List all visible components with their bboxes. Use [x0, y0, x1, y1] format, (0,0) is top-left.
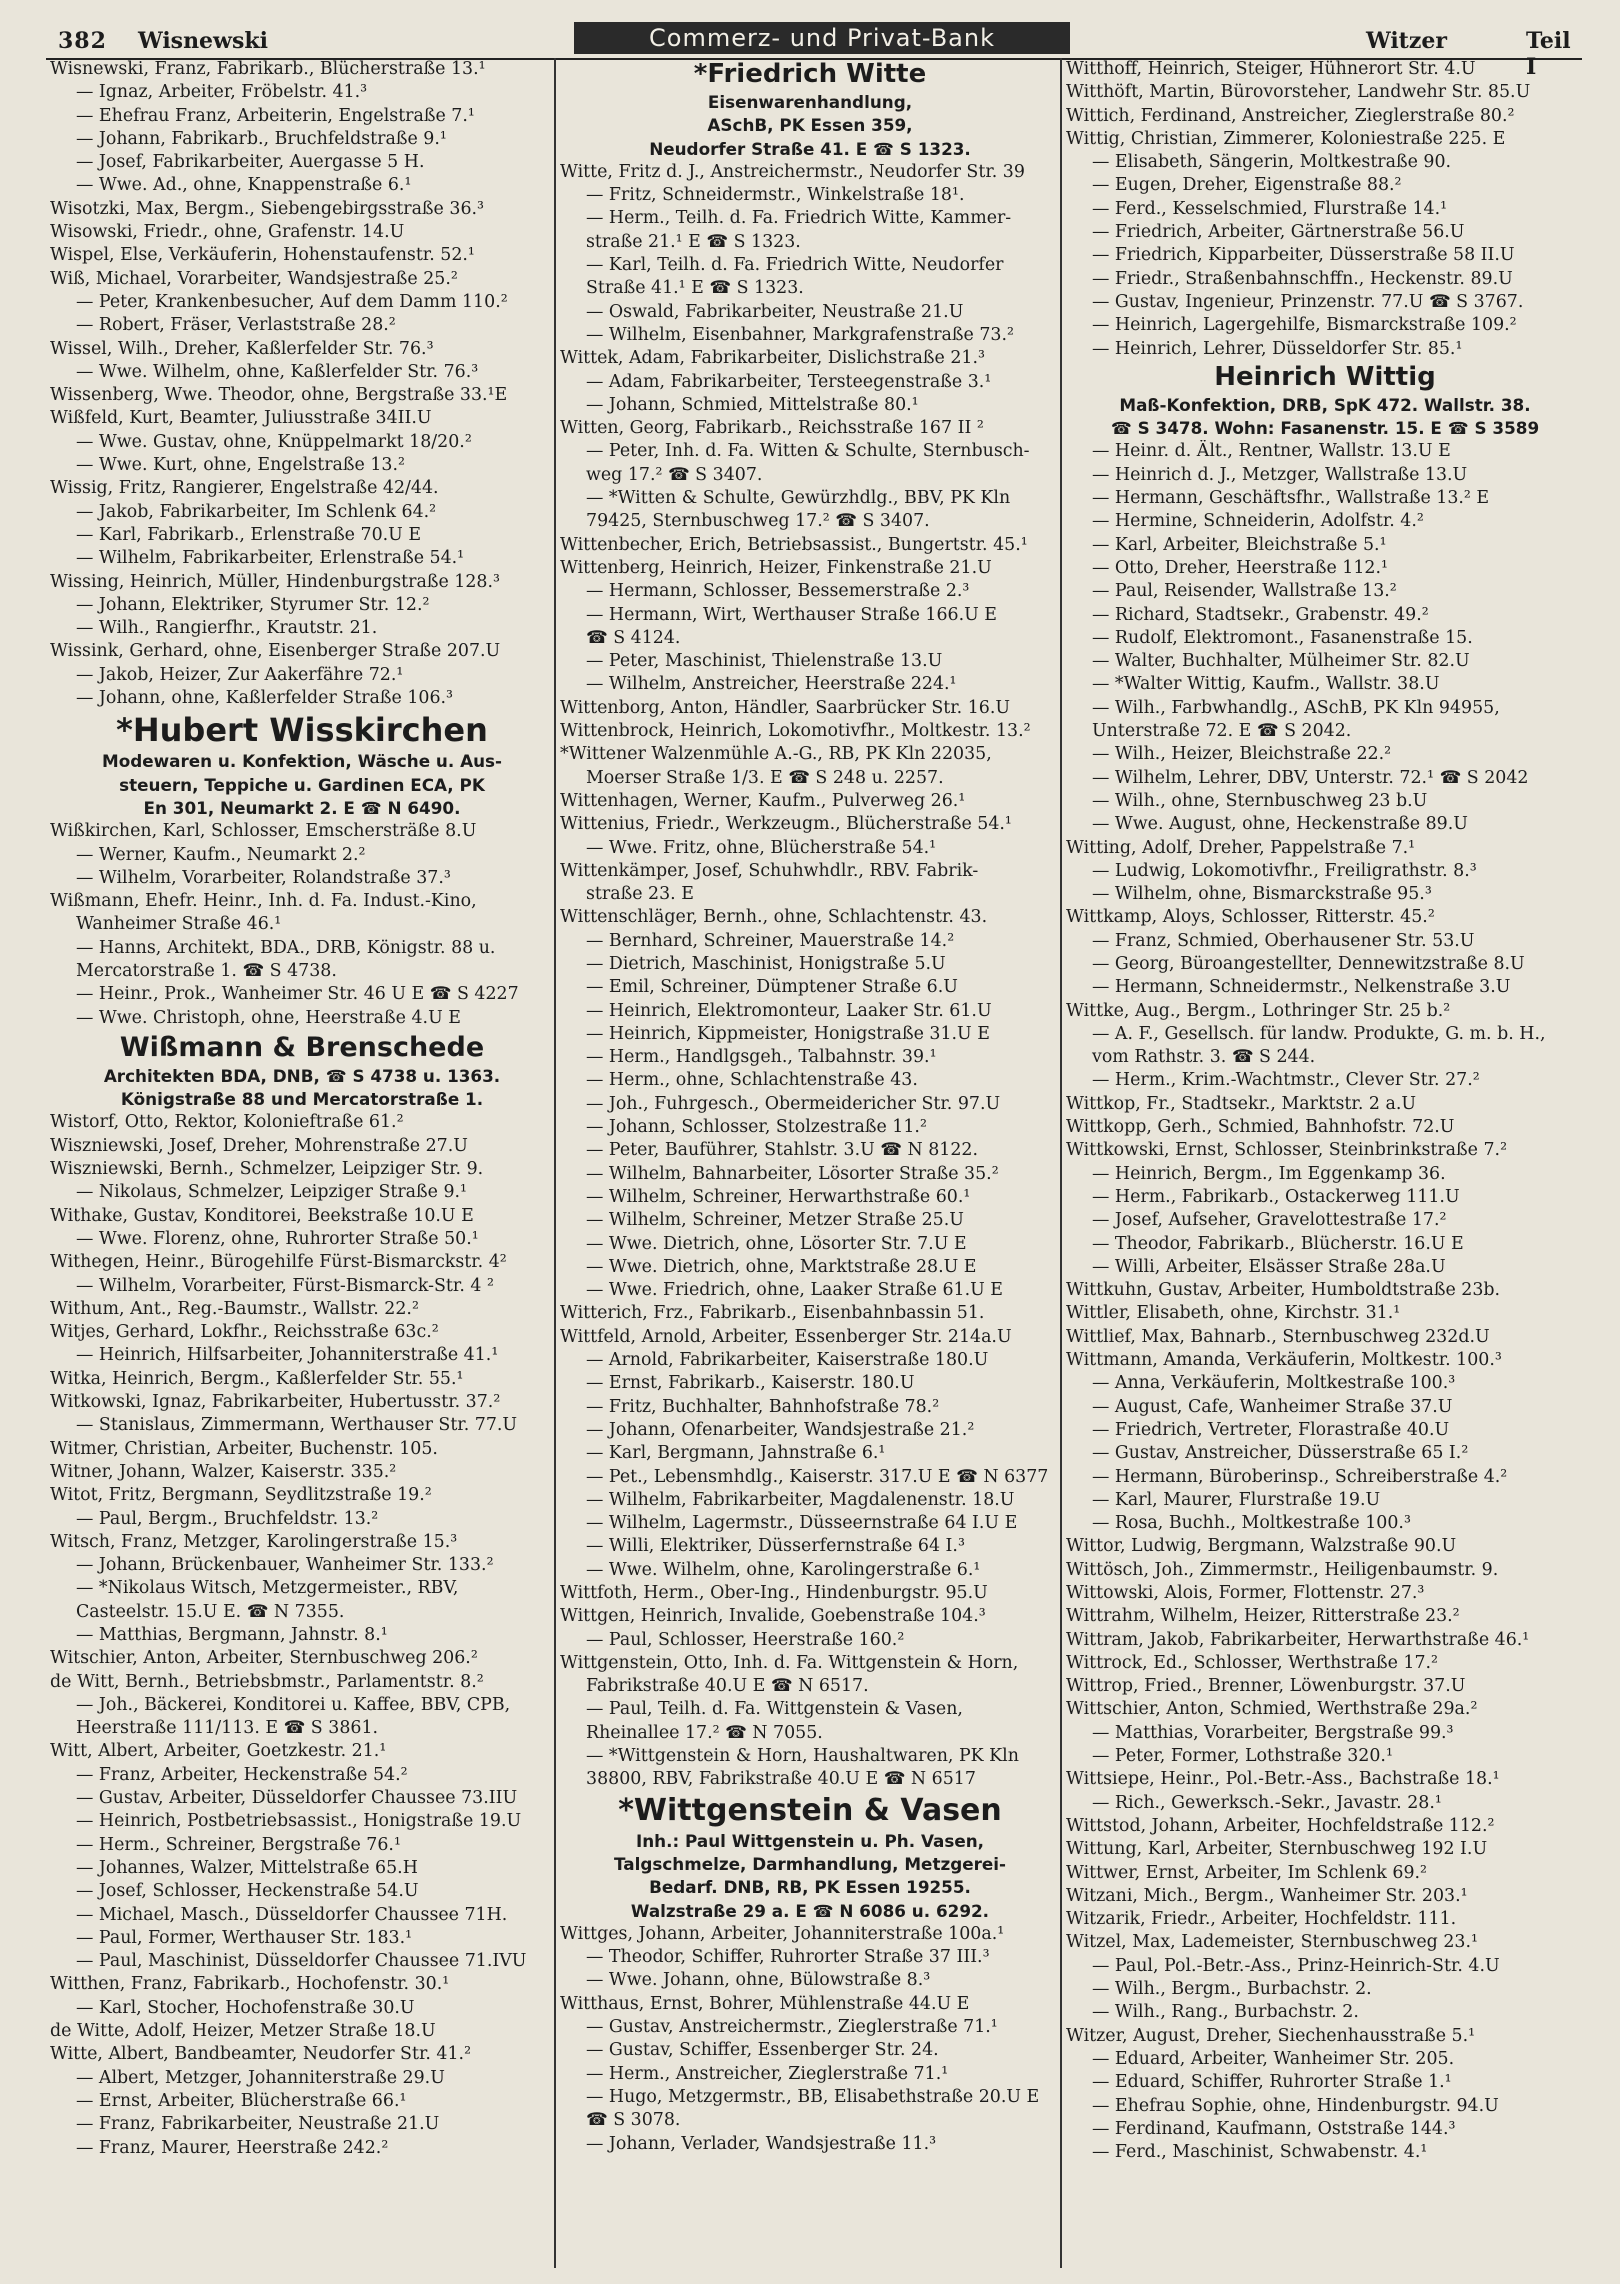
directory-subentry: — Arnold, Fabrikarbeiter, Kaiserstraße 180.U: [586, 1350, 989, 1371]
directory-entry: Wiszniewski, Josef, Dreher, Mohrenstraße 27.U: [50, 1135, 468, 1156]
directory-entry: Wittrahm, Wilhelm, Heizer, Ritterstraße 23.²: [1066, 1606, 1460, 1627]
advert-heading: *Wittgenstein & Vasen: [618, 1792, 1002, 1828]
column-1: [50, 58, 554, 2268]
directory-entry: Wiß, Michael, Vorarbeiter, Wandsjestraße 25.²: [50, 268, 458, 289]
directory-subentry: — Josef, Fabrikarbeiter, Auergasse 5 H.: [76, 152, 425, 173]
directory-subentry: — Ferdinand, Kaufmann, Oststraße 144.³: [1092, 2118, 1456, 2139]
advert-line: Neudorfer Straße 41. E ☎ S 1323.: [649, 138, 971, 159]
directory-subentry: — Bernhard, Schreiner, Mauerstraße 14.²: [586, 930, 955, 951]
directory-subentry: 79425, Sternbuschweg 17.² ☎ S 3407.: [586, 511, 930, 532]
directory-entry: Wittwer, Ernst, Arbeiter, Im Schlenk 69.²: [1066, 1862, 1428, 1883]
advert-line: Walzstraße 29 a. E ☎ N 6086 u. 6292.: [630, 1900, 990, 1921]
directory-subentry: — Wilh., Heizer, Bleichstraße 22.²: [1092, 744, 1392, 765]
directory-subentry: — Josef, Schlosser, Heckenstraße 54.U: [76, 1881, 419, 1902]
directory-subentry: — Ignaz, Arbeiter, Fröbelstr. 41.³: [76, 82, 368, 103]
directory-subentry: — Peter, Inh. d. Fa. Witten & Schulte, Sternbusch-: [586, 441, 1030, 462]
directory-entry: Wittstod, Johann, Arbeiter, Hochfeldstraße 112.²: [1066, 1815, 1495, 1836]
column-divider: [554, 58, 556, 2268]
directory-subentry: — Herm., ohne, Schlachtenstraße 43.: [586, 1070, 918, 1091]
directory-entry: Withake, Gustav, Konditorei, Beekstraße 10.U E: [50, 1205, 474, 1226]
directory-entry: Wissenberg, Wwe. Theodor, ohne, Bergstraße 33.¹E: [50, 385, 508, 406]
advert-line: En 301, Neumarkt 2. E ☎ N 6490.: [143, 797, 461, 818]
directory-subentry: — Wilhelm, Vorarbeiter, Rolandstraße 37.³: [76, 867, 451, 888]
directory-subentry: — Hermine, Schneiderin, Adolfstr. 4.²: [1092, 511, 1424, 532]
directory-entry: Witthen, Franz, Fabrikarb., Hochofenstr. 30.¹: [50, 1974, 450, 1995]
bank-banner: Commerz- und Privat-Bank: [574, 22, 1070, 54]
directory-subentry: — Franz, Fabrikarbeiter, Neustraße 21.U: [76, 2114, 440, 2135]
directory-entry: Wittenhagen, Werner, Kaufm., Pulverweg 26.¹: [560, 790, 966, 811]
directory-entry: Wittkuhn, Gustav, Arbeiter, Humboldtstraße 23b.: [1066, 1280, 1501, 1301]
directory-entry: Wissel, Wilh., Dreher, Kaßlerfelder Str. 76.³: [50, 338, 434, 359]
directory-entry: Witt, Albert, Arbeiter, Goetzkestr. 21.¹: [50, 1741, 387, 1762]
directory-subentry: — Hermann, Schneidermstr., Nelkenstraße 3.U: [1092, 977, 1511, 998]
directory-subentry: — Wwe. Ad., ohne, Knappenstraße 6.¹: [76, 175, 412, 196]
directory-entry: Wittenius, Friedr., Werkzeugm., Blücherstraße 54.¹: [560, 814, 1012, 835]
directory-subentry: — Peter, Maschinist, Thielenstraße 13.U: [586, 651, 943, 672]
directory-entry: Wißkirchen, Karl, Schlosser, Emschersträße 8.U: [50, 821, 477, 842]
directory-subentry: — Gustav, Anstreichermstr., Zieglerstraße 71.¹: [586, 2017, 998, 2038]
directory-subentry: — Wwe. Dietrich, ohne, Lösorter Str. 7.U E: [586, 1233, 967, 1254]
left-running-head: Wisnewski: [138, 28, 268, 54]
directory-entry: Witten, Georg, Fabrikarb., Reichsstraße 167 II ²: [560, 418, 984, 439]
directory-subentry: — Herm., Krim.-Wachtmstr., Clever Str. 27.²: [1092, 1070, 1480, 1091]
directory-subentry: — Friedrich, Vertreter, Florastraße 40.U: [1092, 1419, 1450, 1440]
directory-subentry: — Willi, Arbeiter, Elsässer Straße 28a.U: [1092, 1256, 1446, 1277]
directory-entry: Witte, Albert, Bandbeamter, Neudorfer Str. 41.²: [50, 2044, 472, 2065]
directory-subentry: straße 21.¹ E ☎ S 1323.: [586, 231, 801, 252]
page-number: 382: [58, 28, 107, 54]
directory-subentry: — Hanns, Architekt, BDA., DRB, Königstr. 88 u.: [76, 937, 496, 958]
directory-subentry: — Eduard, Arbeiter, Wanheimer Str. 205.: [1092, 2048, 1455, 2069]
advert-line: Eisenwarenhandlung,: [707, 92, 913, 112]
directory-entry: Wittke, Aug., Bergm., Lothringer Str. 25 b.²: [1066, 1000, 1451, 1021]
directory-entry: Wittler, Elisabeth, ohne, Kirchstr. 31.¹: [1066, 1303, 1401, 1324]
directory-entry: Witzel, Max, Lademeister, Sternbuschweg 23.¹: [1066, 1932, 1478, 1953]
directory-subentry: — Heinrich, Lagergehilfe, Bismarckstraße 109.²: [1092, 315, 1517, 336]
directory-entry: Wittmann, Amanda, Verkäuferin, Moltkestr. 100.³: [1066, 1350, 1502, 1371]
directory-subentry: — Peter, Former, Lothstraße 320.¹: [1092, 1746, 1393, 1767]
directory-subentry: — Otto, Dreher, Heerstraße 112.¹: [1092, 557, 1388, 578]
directory-subentry: — Willi, Elektriker, Düsserfernstraße 64 I.³: [586, 1536, 965, 1557]
directory-entry: Wittgenstein, Otto, Inh. d. Fa. Wittgenstein & Horn,: [560, 1652, 1019, 1673]
directory-subentry: — Heinrich, Hilfsarbeiter, Johanniterstraße 41.¹: [76, 1345, 499, 1366]
directory-entry: Wittram, Jakob, Fabrikarbeiter, Herwarthstraße 46.¹: [1066, 1629, 1530, 1650]
directory-subentry: — Gustav, Anstreicher, Düsserstraße 65 I.²: [1092, 1443, 1469, 1464]
directory-subentry: — Heinr. d. Ält., Rentner, Wallstr. 13.U E: [1092, 441, 1451, 462]
directory-entry: Wittenberg, Heinrich, Heizer, Finkenstraße 21.U: [560, 557, 992, 578]
directory-subentry: — Wilhelm, Schreiner, Metzer Straße 25.U: [586, 1210, 964, 1231]
directory-entry: Withegen, Heinr., Bürogehilfe Fürst-Bismarckstr. 4²: [50, 1252, 507, 1273]
directory-subentry: — Ehefrau Franz, Arbeiterin, Engelstraße 7.¹: [76, 105, 475, 126]
directory-entry: Witte, Fritz d. J., Anstreichermstr., Neudorfer Str. 39: [560, 161, 1025, 182]
directory-entry: Wissing, Heinrich, Müller, Hindenburgstraße 128.³: [50, 571, 500, 592]
advert-line: Inh.: Paul Wittgenstein u. Ph. Vasen,: [635, 1830, 985, 1851]
directory-subentry: — A. F., Gesellsch. für landw. Produkte, G. m. b. H.,: [1092, 1023, 1546, 1044]
advert-heading: Heinrich Wittig: [1214, 361, 1436, 392]
directory-subentry: — Herm., Fabrikarb., Ostackerweg 111.U: [1092, 1186, 1460, 1207]
column-2: [560, 58, 1060, 2268]
directory-subentry: — Fritz, Schneidermstr., Winkelstraße 18¹.: [586, 185, 965, 206]
column-divider: [1060, 58, 1062, 2268]
directory-subentry: — Franz, Schmied, Oberhausener Str. 53.U: [1092, 930, 1475, 951]
directory-entry: Witner, Johann, Walzer, Kaiserstr. 335.²: [50, 1461, 397, 1482]
directory-subentry: — *Walter Wittig, Kaufm., Wallstr. 38.U: [1092, 674, 1440, 695]
directory-subentry: — Wilhelm, Fabrikarbeiter, Magdalenenstr. 18.U: [586, 1489, 1015, 1510]
directory-entry: Wissig, Fritz, Rangierer, Engelstraße 42/44.: [50, 478, 439, 499]
directory-subentry: — Ernst, Arbeiter, Blücherstraße 66.¹: [76, 2090, 407, 2111]
directory-entry: Wittrop, Fried., Brenner, Löwenburgstr. 37.U: [1066, 1676, 1466, 1697]
directory-subentry: — Gustav, Arbeiter, Düsseldorfer Chaussee 73.IIU: [76, 1788, 518, 1809]
directory-subentry: Casteelstr. 15.U E. ☎ N 7355.: [76, 1601, 345, 1622]
directory-entry: Witkowski, Ignaz, Fabrikarbeiter, Hubertusstr. 37.²: [50, 1392, 501, 1413]
directory-entry: Wittung, Karl, Arbeiter, Sternbuschweg 192 I.U: [1066, 1839, 1488, 1860]
directory-subentry: — Fritz, Buchhalter, Bahnhofstraße 78.²: [586, 1396, 940, 1417]
directory-subentry: Fabrikstraße 40.U E ☎ N 6517.: [586, 1676, 869, 1697]
directory-subentry: — Theodor, Schiffer, Ruhrorter Straße 37 III.³: [586, 1947, 990, 1968]
directory-entry: Witzer, August, Dreher, Siechenhausstraße 5.¹: [1066, 2025, 1476, 2046]
directory-subentry: — Matthias, Vorarbeiter, Bergstraße 99.³: [1092, 1722, 1454, 1743]
advert-line: ASchB, PK Essen 359,: [707, 115, 913, 136]
directory-subentry: — Georg, Büroangestellter, Dennewitzstraße 8.U: [1092, 953, 1525, 974]
directory-subentry: — Joh., Bäckerei, Konditorei u. Kaffee, BBV, CPB,: [76, 1694, 511, 1715]
directory-subentry: — Gustav, Ingenieur, Prinzenstr. 77.U ☎ S 3767.: [1092, 291, 1524, 312]
directory-subentry: — Heinrich d. J., Metzger, Wallstraße 13.U: [1092, 464, 1468, 485]
advert-line: Königstraße 88 und Mercatorstraße 1.: [120, 1089, 484, 1110]
directory-subentry: — Karl, Stocher, Hochofenstraße 30.U: [76, 1997, 415, 2018]
directory-subentry: — Wilhelm, Schreiner, Herwarthstraße 60.¹: [586, 1186, 971, 1207]
directory-subentry: — Wwe. Wilhelm, ohne, Kaßlerfelder Str. 76.³: [76, 361, 479, 382]
directory-subentry: — Hermann, Geschäftsfhr., Wallstraße 13.² E: [1092, 488, 1490, 509]
directory-entry: Wisowski, Friedr., ohne, Grafenstr. 14.U: [50, 222, 405, 243]
directory-subentry: — *Witten & Schulte, Gewürzhdlg., BBV, PK Kln: [586, 488, 1011, 509]
directory-subentry: — Herm., Schreiner, Bergstraße 76.¹: [76, 1834, 401, 1855]
directory-subentry: — Hermann, Wirt, Werthauser Straße 166.U E: [586, 604, 997, 625]
directory-subentry: — Pet., Lebensmhdlg., Kaiserstr. 317.U E ☎ N 6377: [586, 1466, 1049, 1487]
directory-entry: Witot, Fritz, Bergmann, Seydlitzstraße 19.²: [50, 1485, 432, 1506]
directory-subentry: — Wilh., Bergm., Burbachstr. 2.: [1092, 1979, 1372, 2000]
directory-entry: Wittösch, Joh., Zimmermstr., Heiligenbaumstr. 9.: [1066, 1559, 1499, 1580]
directory-subentry: — Friedr., Straßenbahnschffn., Heckenstr. 89.U: [1092, 268, 1513, 289]
directory-subentry: — Johann, Schlosser, Stolzestraße 11.²: [586, 1117, 927, 1138]
directory-subentry: — Johann, Elektriker, Styrumer Str. 12.²: [76, 594, 430, 615]
advert-line: Talgschmelze, Darmhandlung, Metzgerei-: [614, 1853, 1006, 1874]
directory-entry: Wittsiepe, Heinr., Pol.-Betr.-Ass., Bachstraße 18.¹: [1066, 1769, 1500, 1790]
directory-subentry: — Walter, Buchhalter, Mülheimer Str. 82.U: [1092, 651, 1470, 672]
advert-line: Architekten BDA, DNB, ☎ S 4738 u. 1363.: [103, 1065, 501, 1086]
directory-subentry: — Theodor, Fabrikarb., Blücherstr. 16.U E: [1092, 1233, 1464, 1254]
directory-subentry: — Wwe. Christoph, ohne, Heerstraße 4.U E: [76, 1007, 461, 1028]
directory-subentry: — Rosa, Buchh., Moltkestraße 100.³: [1092, 1513, 1411, 1534]
directory-subentry: — *Nikolaus Witsch, Metzgermeister., RBV,: [76, 1578, 459, 1599]
directory-entry: Wittrock, Ed., Schlosser, Werthstraße 17.²: [1066, 1652, 1439, 1673]
directory-entry: Witschier, Anton, Arbeiter, Sternbuschweg 206.²: [50, 1648, 478, 1669]
directory-entry: Wittkamp, Aloys, Schlosser, Ritterstr. 45.²: [1066, 907, 1435, 928]
directory-subentry: Moerser Straße 1/3. E ☎ S 248 u. 2257.: [586, 767, 944, 788]
directory-entry: de Witte, Adolf, Heizer, Metzer Straße 18.U: [50, 2021, 436, 2042]
directory-entry: Wißmann, Ehefr. Heinr., Inh. d. Fa. Indust.-Kino,: [50, 891, 477, 912]
directory-entry: Witting, Adolf, Dreher, Pappelstraße 7.¹: [1066, 837, 1416, 858]
directory-subentry: — Wilhelm, Vorarbeiter, Fürst-Bismarck-Str. 4 ²: [76, 1275, 494, 1296]
directory-subentry: Unterstraße 72. E ☎ S 2042.: [1092, 721, 1352, 742]
advert-heading: *Friedrich Witte: [693, 59, 927, 89]
directory-subentry: — Heinrich, Elektromonteur, Laaker Str. 61.U: [586, 1000, 992, 1021]
directory-entry: Wißfeld, Kurt, Beamter, Juliusstraße 34II.U: [50, 408, 432, 429]
directory-entry: Wiszniewski, Bernh., Schmelzer, Leipziger Str. 9.: [50, 1159, 484, 1180]
directory-subentry: Rheinallee 17.² ☎ N 7055.: [586, 1722, 823, 1743]
directory-subentry: — Hermann, Schlosser, Bessemerstraße 2.³: [586, 581, 970, 602]
directory-entry: Wissink, Gerhard, ohne, Eisenberger Straße 207.U: [50, 641, 501, 662]
directory-subentry: — Eduard, Schiffer, Ruhrorter Straße 1.¹: [1092, 2072, 1452, 2093]
directory-subentry: — Wwe. Friedrich, ohne, Laaker Straße 61.U E: [586, 1280, 1003, 1301]
directory-subentry: — Rich., Gewerksch.-Sekr., Javastr. 28.¹: [1092, 1792, 1442, 1813]
directory-entry: Wittkopp, Gerh., Schmied, Bahnhofstr. 72.U: [1066, 1117, 1455, 1138]
directory-subentry: ☎ S 4124.: [586, 627, 681, 648]
directory-entry: Wittkop, Fr., Stadtsekr., Marktstr. 2 a.U: [1066, 1093, 1417, 1114]
directory-subentry: — Hugo, Metzgermstr., BB, Elisabethstraße 20.U E: [586, 2086, 1040, 2107]
advert-heading: *Hubert Wisskirchen: [116, 711, 488, 750]
directory-entry: Wistorf, Otto, Rektor, Kolonieftraße 61.²: [50, 1112, 404, 1133]
directory-subentry: — Michael, Masch., Düsseldorfer Chaussee 71H.: [76, 1904, 508, 1925]
directory-entry: Witka, Heinrich, Bergm., Kaßlerfelder Str. 55.¹: [50, 1368, 464, 1389]
directory-subentry: — Wwe. Kurt, ohne, Engelstraße 13.²: [76, 455, 405, 476]
directory-subentry: ☎ S 3078.: [586, 2110, 681, 2131]
directory-subentry: — Wilhelm, ohne, Bismarckstraße 95.³: [1092, 884, 1432, 905]
directory-subentry: — Wwe. Dietrich, ohne, Marktstraße 28.U E: [586, 1256, 977, 1277]
directory-subentry: — Wwe. Florenz, ohne, Ruhrorter Straße 50.¹: [76, 1228, 479, 1249]
right-running-head: Witzer: [1366, 28, 1447, 54]
directory-subentry: — Karl, Fabrikarb., Erlenstraße 70.U E: [76, 524, 422, 545]
directory-entry: Witterich, Frz., Fabrikarb., Eisenbahnbassin 51.: [560, 1303, 985, 1324]
directory-subentry: — Werner, Kaufm., Neumarkt 2.²: [76, 844, 366, 865]
directory-subentry: — Hermann, Büroberinsp., Schreiberstraße 4.²: [1092, 1466, 1508, 1487]
directory-subentry: — Oswald, Fabrikarbeiter, Neustraße 21.U: [586, 301, 964, 322]
directory-subentry: — Jakob, Fabrikarbeiter, Im Schlenk 64.²: [76, 501, 437, 522]
directory-entry: Wittenkämper, Josef, Schuhwhdlr., RBV. Fabrik-: [560, 860, 979, 881]
directory-entry: *Wittener Walzenmühle A.-G., RB, PK Kln 22035,: [560, 744, 992, 765]
directory-entry: Witsch, Franz, Metzger, Karolingerstraße 15.³: [50, 1531, 458, 1552]
directory-entry: Witzani, Mich., Bergm., Wanheimer Str. 203.¹: [1066, 1885, 1468, 1906]
directory-subentry: — Heinr., Prok., Wanheimer Str. 46 U E ☎ S 4227: [76, 984, 519, 1005]
directory-entry: Wittenbrock, Heinrich, Lokomotivfhr., Moltkestr. 13.²: [560, 721, 1031, 742]
directory-entry: Wittfeld, Arnold, Arbeiter, Essenberger Str. 214a.U: [560, 1326, 1012, 1347]
directory-entry: Wittenborg, Anton, Händler, Saarbrücker Str. 16.U: [560, 697, 1011, 718]
advert-line: ☎ S 3478. Wohn: Fasanenstr. 15. E ☎ S 3589: [1110, 418, 1540, 439]
directory-subentry: — Friedrich, Arbeiter, Gärtnerstraße 56.U: [1092, 222, 1465, 243]
directory-subentry: — Wilhelm, Anstreicher, Heerstraße 224.¹: [586, 674, 957, 695]
directory-subentry: straße 23. E: [586, 884, 694, 905]
directory-subentry: Heerstraße 111/113. E ☎ S 3861.: [76, 1718, 379, 1739]
directory-subentry: — Ernst, Fabrikarb., Kaiserstr. 180.U: [586, 1373, 915, 1394]
directory-subentry: — Nikolaus, Schmelzer, Leipziger Straße 9.¹: [76, 1182, 468, 1203]
directory-subentry: — Paul, Pol.-Betr.-Ass., Prinz-Heinrich-Str. 4.U: [1092, 1955, 1500, 1976]
directory-subentry: — Wwe. Fritz, ohne, Blücherstraße 54.¹: [586, 837, 937, 858]
directory-subentry: Mercatorstraße 1. ☎ S 4738.: [76, 960, 337, 981]
advert-line: Modewaren u. Konfektion, Wäsche u. Aus-: [102, 751, 502, 772]
directory-entry: Wittek, Adam, Fabrikarbeiter, Dislichstraße 21.³: [560, 348, 985, 369]
directory-subentry: — Dietrich, Maschinist, Honigstraße 5.U: [586, 953, 946, 974]
directory-subentry: — Adam, Fabrikarbeiter, Tersteegenstraße 3.¹: [586, 371, 992, 392]
directory-subentry: — Friedrich, Kipparbeiter, Düsserstraße 58 II.U: [1092, 245, 1515, 266]
directory-entry: Wittgen, Heinrich, Invalide, Goebenstraße 104.³: [560, 1606, 986, 1627]
directory-entry: Wittfoth, Herm., Ober-Ing., Hindenburgstr. 95.U: [560, 1583, 988, 1603]
directory-subentry: — Paul, Reisender, Wallstraße 13.²: [1092, 581, 1397, 602]
advert-line: Maß-Konfektion, DRB, SpK 472. Wallstr. 38.: [1119, 394, 1531, 415]
directory-subentry: — Wilh., Rangierfhr., Krautstr. 21.: [76, 618, 378, 639]
directory-subentry: — Franz, Maurer, Heerstraße 242.²: [76, 2137, 389, 2158]
directory-subentry: — Karl, Teilh. d. Fa. Friedrich Witte, Neudorfer: [586, 255, 1004, 276]
directory-entry: Wittenbecher, Erich, Betriebsassist., Bungertstr. 45.¹: [560, 534, 1028, 555]
directory-subentry: — Stanislaus, Zimmermann, Werthauser Str. 77.U: [76, 1415, 518, 1436]
directory-subentry: — Franz, Arbeiter, Heckenstraße 54.²: [76, 1764, 408, 1785]
directory-subentry: — Gustav, Schiffer, Essenberger Str. 24.: [586, 2040, 939, 2061]
directory-entry: Wisnewski, Franz, Fabrikarb., Blücherstraße 13.¹: [50, 59, 486, 79]
directory-entry: Wittor, Ludwig, Bergmann, Walzstraße 90.U: [1066, 1536, 1457, 1557]
directory-subentry: — Heinrich, Postbetriebsassist., Honigstraße 19.U: [76, 1811, 522, 1832]
directory-subentry: — Paul, Maschinist, Düsseldorfer Chaussee 71.IVU: [76, 1951, 527, 1972]
directory-subentry: — Wilhelm, Lehrer, DBV, Unterstr. 72.¹ ☎ S 2042: [1092, 767, 1529, 788]
directory-entry: de Witt, Bernh., Betriebsbmstr., Parlamentstr. 8.²: [50, 1671, 484, 1692]
directory-subentry: — Johann, Ofenarbeiter, Wandsjestraße 21.²: [586, 1419, 975, 1440]
directory-subentry: — Robert, Fräser, Verlaststraße 28.²: [76, 315, 396, 336]
directory-subentry: — Wilh., ohne, Sternbuschweg 23 b.U: [1092, 790, 1428, 811]
directory-subentry: — Johann, Fabrikarb., Bruchfeldstraße 9.¹: [76, 128, 447, 149]
directory-subentry: — Josef, Aufseher, Gravelottestraße 17.²: [1092, 1210, 1447, 1231]
advert-line: steuern, Teppiche u. Gardinen ECA, PK: [119, 774, 485, 795]
directory-subentry: — *Wittgenstein & Horn, Haushaltwaren, PK Kln: [586, 1746, 1019, 1767]
directory-subentry: 38800, RBV, Fabrikstraße 40.U E ☎ N 6517: [586, 1769, 976, 1790]
directory-subentry: — Heinrich, Kippmeister, Honigstraße 31.U E: [586, 1023, 990, 1044]
directory-subentry: vom Rathstr. 3. ☎ S 244.: [1092, 1047, 1316, 1068]
directory-subentry: — Wwe. Wilhelm, ohne, Karolingerstraße 6.¹: [586, 1559, 981, 1580]
directory-entry: Wittenschläger, Bernh., ohne, Schlachtenstr. 43.: [560, 907, 988, 928]
directory-entry: Wittowski, Alois, Former, Flottenstr. 27.³: [1066, 1583, 1425, 1603]
directory-subentry: — Wilh., Rang., Burbachstr. 2.: [1092, 2002, 1359, 2023]
advert-heading: Wißmann & Brenschede: [119, 1031, 485, 1063]
directory-subentry: — Johann, Verlader, Wandsjestraße 11.³: [586, 2133, 937, 2154]
directory-entry: Wittig, Christian, Zimmerer, Koloniestraße 225. E: [1066, 128, 1506, 149]
directory-subentry: — Karl, Maurer, Flurstraße 19.U: [1092, 1489, 1381, 1510]
directory-entry: Witthoff, Heinrich, Steiger, Hühnerort Str. 4.U: [1066, 59, 1476, 79]
part-label: Teil I: [1526, 28, 1571, 80]
directory-subentry: — Johannes, Walzer, Mittelstraße 65.H: [76, 1857, 418, 1878]
directory-subentry: — Joh., Fuhrgesch., Obermeidericher Str. 97.U: [586, 1093, 1001, 1114]
directory-entry: Witthöft, Martin, Bürovorsteher, Landwehr Str. 85.U: [1066, 82, 1531, 103]
directory-entry: Wittschier, Anton, Schmied, Werthstraße 29a.²: [1066, 1699, 1478, 1720]
directory-subentry: — Peter, Bauführer, Stahlstr. 3.U ☎ N 8122.: [586, 1140, 979, 1161]
directory-subentry: — Ehefrau Sophie, ohne, Hindenburgstr. 94.U: [1092, 2095, 1499, 2116]
advert-line: Bedarf. DNB, RB, PK Essen 19255.: [649, 1877, 971, 1898]
directory-subentry: — Wilh., Farbwhandlg., ASchB, PK Kln 94955,: [1092, 697, 1500, 718]
directory-subentry: — Eugen, Dreher, Eigenstraße 88.²: [1092, 175, 1402, 196]
directory-subentry: — Wwe. Johann, ohne, Bülowstraße 8.³: [586, 1970, 931, 1991]
directory-subentry: — Wilhelm, Lagermstr., Düsseernstraße 64 I.U E: [586, 1513, 1018, 1534]
directory-subentry: — Emil, Schreiner, Dümptener Straße 6.U: [586, 977, 958, 998]
directory-subentry: — Karl, Bergmann, Jahnstraße 6.¹: [586, 1443, 886, 1464]
directory-subentry: — August, Cafe, Wanheimer Straße 37.U: [1092, 1396, 1453, 1417]
directory-subentry: — Peter, Krankenbesucher, Auf dem Damm 110.²: [76, 291, 508, 312]
directory-subentry: — Paul, Schlosser, Heerstraße 160.²: [586, 1629, 905, 1650]
directory-subentry: — Wwe. August, ohne, Heckenstraße 89.U: [1092, 814, 1468, 835]
directory-entry: Wispel, Else, Verkäuferin, Hohenstaufenstr. 52.¹: [50, 245, 475, 266]
directory-subentry: weg 17.² ☎ S 3407.: [586, 464, 763, 485]
directory-subentry: Straße 41.¹ E ☎ S 1323.: [586, 278, 804, 299]
directory-subentry: — Rudolf, Elektromont., Fasanenstraße 15.: [1092, 627, 1473, 648]
directory-entry: Withum, Ant., Reg.-Baumstr., Wallstr. 22.²: [50, 1298, 419, 1319]
directory-subentry: — Elisabeth, Sängerin, Moltkestraße 90.: [1092, 152, 1452, 173]
directory-subentry: — Wwe. Gustav, ohne, Knüppelmarkt 18/20.²: [76, 431, 472, 452]
directory-subentry: — Herm., Handlgsgeh., Talbahnstr. 39.¹: [586, 1047, 937, 1068]
directory-subentry: — Albert, Metzger, Johanniterstraße 29.U: [76, 2067, 445, 2088]
directory-subentry: — Heinrich, Lehrer, Düsseldorfer Str. 85.¹: [1092, 338, 1463, 359]
directory-entry: Wittlief, Max, Bahnarb., Sternbuschweg 232d.U: [1066, 1326, 1490, 1347]
directory-subentry: — Johann, Brückenbauer, Wanheimer Str. 133.²: [76, 1555, 494, 1576]
directory-entry: Witzarik, Friedr., Arbeiter, Hochfeldstr. 111.: [1066, 1909, 1457, 1930]
directory-subentry: — Richard, Stadtsekr., Grabenstr. 49.²: [1092, 604, 1429, 625]
directory-entry: Wittich, Ferdinand, Anstreicher, Zieglerstraße 80.²: [1066, 105, 1515, 126]
directory-subentry: — Wilhelm, Eisenbahner, Markgrafenstraße 73.²: [586, 324, 1014, 345]
directory-entry: Witjes, Gerhard, Lokfhr., Reichsstraße 63c.²: [50, 1322, 439, 1343]
directory-subentry: — Wilhelm, Bahnarbeiter, Lösorter Straße 35.²: [586, 1163, 999, 1184]
directory-subentry: — Herm., Anstreicher, Zieglerstraße 71.¹: [586, 2063, 949, 2084]
directory-subentry: — Heinrich, Bergm., Im Eggenkamp 36.: [1092, 1163, 1446, 1184]
directory-entry: Wisotzki, Max, Bergm., Siebengebirgsstraße 36.³: [50, 198, 485, 219]
directory-subentry: — Wilhelm, Fabrikarbeiter, Erlenstraße 54.¹: [76, 548, 465, 569]
directory-subentry: — Matthias, Bergmann, Jahnstr. 8.¹: [76, 1625, 388, 1645]
directory-subentry: — Ferd., Maschinist, Schwabenstr. 4.¹: [1092, 2142, 1428, 2163]
directory-subentry: — Johann, ohne, Kaßlerfelder Straße 106.³: [76, 688, 454, 709]
directory-subentry: — Paul, Teilh. d. Fa. Wittgenstein & Vasen,: [586, 1699, 963, 1720]
directory-entry: Wittkowski, Ernst, Schlosser, Steinbrinkstraße 7.²: [1066, 1140, 1508, 1161]
directory-entry: Witmer, Christian, Arbeiter, Buchenstr. 105.: [50, 1438, 438, 1459]
directory-subentry: — Jakob, Heizer, Zur Aakerfähre 72.¹: [76, 664, 404, 685]
directory-subentry: — Ferd., Kesselschmied, Flurstraße 14.¹: [1092, 198, 1448, 219]
directory-entry: Witthaus, Ernst, Bohrer, Mühlenstraße 44.U E: [560, 1993, 970, 2014]
directory-subentry: — Anna, Verkäuferin, Moltkestraße 100.³: [1092, 1373, 1456, 1394]
column-3: [1066, 58, 1584, 2268]
directory-subentry: — Karl, Arbeiter, Bleichstraße 5.¹: [1092, 534, 1387, 555]
directory-subentry: — Johann, Schmied, Mittelstraße 80.¹: [586, 394, 919, 415]
directory-subentry: — Paul, Bergm., Bruchfeldstr. 13.²: [76, 1508, 379, 1529]
directory-subentry: — Herm., Teilh. d. Fa. Friedrich Witte, Kammer-: [586, 208, 1012, 229]
directory-subentry: Wanheimer Straße 46.¹: [76, 914, 282, 935]
directory-subentry: — Paul, Former, Werthauser Str. 183.¹: [76, 1927, 413, 1948]
directory-entry: Wittges, Johann, Arbeiter, Johanniterstraße 100a.¹: [560, 1923, 1005, 1944]
directory-subentry: — Ludwig, Lokomotivfhr., Freiligrathstr. 8.³: [1092, 860, 1477, 881]
